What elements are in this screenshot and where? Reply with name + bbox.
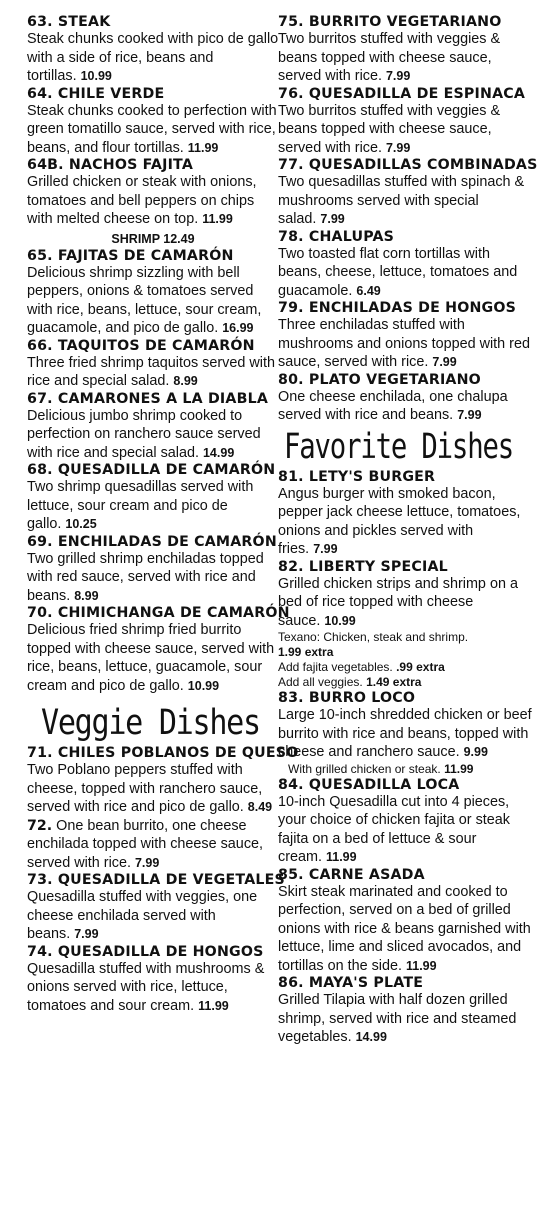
item-title: 65. FAJITAS DE CAMARÓN (27, 247, 234, 264)
item-title: 64B. NACHOS FAJITA (27, 157, 193, 173)
menu-item (27, 86, 279, 158)
item-price: 7.99 (385, 69, 411, 83)
menu-item (278, 469, 533, 559)
item-desc: Two shrimp quesadillas served with lettuce, sour cream and pico de gallo. 10.25 (27, 479, 254, 532)
item-price: 9.99 (463, 745, 488, 759)
item-title: 84. QUESADILLA LOCA (278, 776, 460, 793)
item-number: 72. (27, 817, 53, 834)
shrimp-price-line: SHRIMP 12.49 (111, 231, 195, 246)
item-title: 69. ENCHILADAS DE CAMARÓN (27, 533, 277, 550)
item-note: With grilled chicken or steak. 11.99 (288, 761, 474, 776)
item-price: 11.99 (406, 958, 437, 973)
item-note: Texano: Chicken, steak and shrimp. 1.99 extra (278, 630, 469, 659)
item-price: 8.99 (173, 374, 198, 388)
item-desc: Two Poblano peppers stuffed with cheese, topped with ranchero sauce, served with rice and pico de gallo. 8.49 (27, 762, 273, 815)
menu-item (278, 300, 533, 372)
menu-item (27, 462, 279, 534)
menu-item (27, 391, 279, 463)
menu-item (27, 745, 299, 817)
item-desc: Grilled chicken strips and shrimp on a bed of rice topped with cheese sauce. 10.99 (278, 575, 518, 629)
item-price: 10.99 (80, 69, 112, 83)
item-desc: One cheese enchilada, one chalupa served with rice and beans. 7.99 (278, 388, 508, 423)
item-title: 79. ENCHILADAS DE HONGOS (278, 300, 517, 316)
item-title: 76. QUESADILLA DE ESPINACA (278, 85, 526, 102)
menu-item (27, 872, 285, 944)
note-price: .99 extra (396, 660, 445, 674)
item-title: 73. QUESADILLA DE VEGETALES (27, 872, 285, 888)
menu-item (27, 817, 279, 873)
item-desc: Delicious shrimp sizzling with bell peppers, onions & tomatoes served with rice, beans, lettuce, sour cream, guacamole, and pico de gallo. 16.99 (27, 264, 262, 336)
item-price: 10.99 (187, 678, 220, 693)
item-price: 7.99 (457, 408, 482, 422)
item-desc: 72. One bean burrito, one cheese enchilada topped with cheese sauce, served with rice. 7.99 (27, 817, 264, 871)
menu-item (27, 534, 279, 606)
item-desc: Two quesadillas stuffed with spinach & mushrooms served with special salad. 7.99 (278, 174, 525, 227)
item-price: 7.99 (313, 542, 338, 556)
item-price: 7.99 (320, 212, 345, 226)
note-price: 11.99 (444, 761, 474, 776)
item-price: 7.99 (385, 140, 411, 155)
menu-item (278, 229, 533, 301)
menu-item (278, 975, 533, 1047)
item-title: 75. BURRITO VEGETARIANO (278, 14, 502, 30)
item-price: 7.99 (134, 855, 160, 870)
menu-item (278, 14, 533, 86)
right-column (278, 14, 538, 1047)
favorite-dishes-heading: Favorite Dishes (284, 426, 513, 467)
item-price: 8.99 (74, 588, 99, 603)
item-title: 81. LETY'S BURGER (278, 468, 436, 485)
item-desc: Grilled Tilapia with half dozen grilled shrimp, served with rice and steamed vegetables. 14.99 (278, 992, 517, 1045)
item-desc: Skirt steak marinated and cooked to perfection, served on a bed of grilled onions with rice & beans garnished with lettuce, lime and sliced avocados, and tortillas on the side. 11.99 (278, 883, 531, 974)
menu-item (27, 605, 290, 695)
item-price: 8.49 (247, 800, 273, 814)
item-note: Add fajita vegetables. .99 extra (278, 660, 445, 674)
item-price: 14.99 (202, 445, 235, 460)
item-title: 68. QUESADILLA DE CAMARÓN (27, 462, 276, 478)
item-desc: Two burritos stuffed with veggies & beans topped with cheese sauce, served with rice. 7.99 (278, 31, 501, 84)
item-desc: Delicious jumbo shrimp cooked to perfection on ranchero sauce served with rice and special salad. 14.99 (27, 407, 261, 461)
menu-item (278, 372, 533, 425)
item-title: 78. CHALUPAS (278, 228, 395, 245)
item-note: Add all veggies. 1.49 extra (278, 675, 422, 689)
item-title: 64. CHILE VERDE (27, 85, 165, 102)
item-title: 70. CHIMICHANGA DE CAMARÓN (27, 605, 290, 621)
item-price: 11.99 (187, 140, 219, 155)
menu-item (278, 690, 533, 777)
item-desc: 10-inch Quesadilla cut into 4 pieces, your choice of chicken fajita or steak fajita on a bed of lettuce & sour cream. 11.99 (278, 793, 510, 865)
item-title: 74. QUESADILLA DE HONGOS (27, 943, 264, 960)
item-price: 10.99 (324, 613, 356, 628)
menu-item (278, 86, 533, 158)
note-price: 1.49 extra (366, 675, 422, 689)
left-column (27, 14, 299, 1015)
item-price: 11.99 (325, 850, 357, 864)
menu-item (278, 559, 533, 691)
item-desc: Large 10-inch shredded chicken or beef burrito with rice and beans, topped with cheese and ranchero sauce. 9.99 (278, 707, 532, 760)
veggie-dishes-heading: Veggie Dishes (41, 703, 260, 743)
menu-item (278, 157, 538, 229)
menu-item (278, 867, 533, 976)
item-desc: Grilled chicken or steak with onions, tomatoes and bell peppers on chips with melted cheese on top. 11.99 (27, 174, 257, 227)
item-title: 80. PLATO VEGETARIANO (278, 371, 481, 388)
item-price: 14.99 (355, 1030, 387, 1044)
item-title: 82. LIBERTY SPECIAL (278, 558, 448, 575)
item-desc: Two grilled shrimp enchiladas topped with red sauce, served with rice and beans. 8.99 (27, 550, 264, 604)
menu-item (278, 777, 533, 867)
item-title: 66. TAQUITOS DE CAMARÓN (27, 337, 255, 354)
item-desc: Delicious fried shrimp fried burrito topped with cheese sauce, served with rice, beans, lettuce, guacamole, sour cream and pico de gallo. 10.99 (27, 622, 275, 694)
menu-item (27, 248, 279, 338)
item-title: 71. CHILES POBLANOS DE QUESO (27, 745, 299, 761)
item-price: 10.25 (65, 517, 97, 531)
item-title: 77. QUESADILLAS COMBINADAS (278, 157, 538, 173)
item-price: 11.99 (198, 998, 229, 1013)
item-desc: Quesadilla stuffed with veggies, one cheese enchilada served with beans. 7.99 (27, 889, 258, 942)
item-price: 16.99 (222, 321, 254, 335)
menu-item (27, 157, 279, 246)
item-desc: Angus burger with smoked bacon, pepper jack cheese lettuce, tomatoes, onions and pickles served with fries. 7.99 (278, 485, 521, 557)
item-title: 63. STEAK (27, 14, 111, 30)
item-price: 11.99 (202, 212, 233, 226)
item-desc: Three fried shrimp taquitos served with rice and special salad. 8.99 (27, 354, 275, 389)
menu-item (27, 338, 279, 391)
item-title: 85. CARNE ASADA (278, 866, 425, 883)
item-price: 7.99 (432, 355, 457, 369)
item-desc: Two burritos stuffed with veggies & beans topped with cheese sauce, served with rice. 7.99 (278, 102, 501, 156)
item-title: 83. BURRO LOCO (278, 690, 416, 706)
item-desc: Quesadilla stuffed with mushrooms & onions served with rice, lettuce, tomatoes and sour cream. 11.99 (27, 960, 265, 1014)
item-title: 67. CAMARONES A LA DIABLA (27, 390, 269, 407)
menu-item (27, 14, 279, 86)
item-desc: Three enchiladas stuffed with mushrooms and onions topped with red sauce, served with rice. 7.99 (278, 317, 530, 370)
item-desc: Steak chunks cooked with pico de gallo with a side of rice, beans and tortillas. 10.99 (27, 31, 279, 84)
item-price: 6.49 (356, 283, 381, 298)
item-desc: Steak chunks cooked to perfection with green tomatillo sauce, served with rice, beans, and flour tortillas. 11.99 (27, 102, 277, 156)
item-price: 7.99 (74, 927, 99, 941)
item-title: 86. MAYA'S PLATE (278, 975, 424, 991)
item-desc: Two toasted flat corn tortillas with beans, cheese, lettuce, tomatoes and guacamole. 6.49 (278, 245, 518, 299)
note-price: 1.99 extra (278, 645, 334, 659)
menu-item (27, 944, 279, 1016)
